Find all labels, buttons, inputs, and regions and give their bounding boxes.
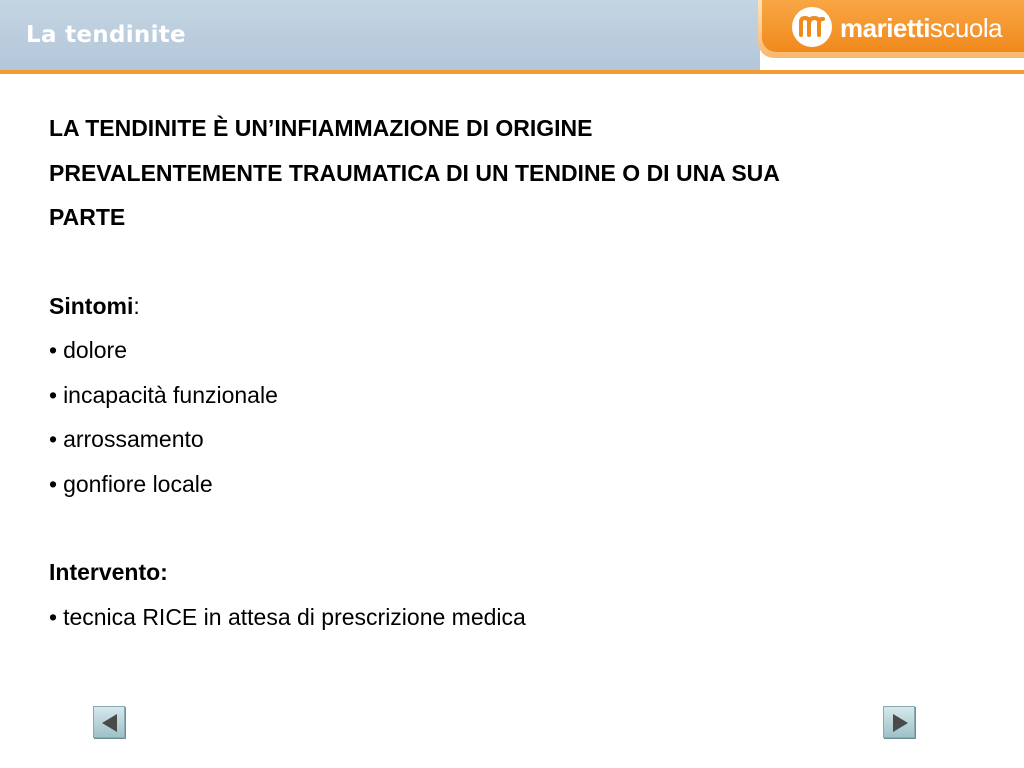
bullet-icon: • [49, 337, 58, 363]
logo-tab [758, 0, 1024, 58]
triangle-left-icon [94, 707, 126, 739]
list-item [49, 462, 989, 507]
previous-slide-button[interactable] [93, 706, 125, 738]
intervention-heading-label: Intervento: [49, 559, 168, 585]
intro-definition [49, 106, 989, 240]
list-item-text: arrossamento [63, 426, 204, 452]
intro-line: LA TENDINITE È UN’INFIAMMAZIONE DI ORIGINE [49, 115, 593, 141]
slide-content [49, 106, 989, 639]
intervention-section [49, 550, 989, 639]
list-item-text: incapacità funzionale [63, 381, 278, 408]
next-slide-button[interactable] [883, 706, 915, 738]
logo-text-light: scuola [929, 13, 1003, 43]
logo-text-bold: marietti [840, 13, 930, 43]
list-item [49, 373, 989, 418]
logo-tab-inner [762, 0, 1024, 52]
slide-title: La tendinite [26, 22, 186, 48]
bullet-icon: • [49, 426, 58, 452]
symptoms-heading-colon: : [133, 292, 140, 319]
symptoms-section [49, 284, 989, 507]
slide-header [0, 0, 1024, 74]
list-item [49, 417, 989, 462]
header-divider [0, 70, 1024, 74]
bullet-icon: • [49, 603, 58, 630]
intro-line: PARTE [49, 204, 126, 230]
list-item [49, 328, 989, 373]
intro-line: PREVALENTEMENTE TRAUMATICA DI UN TENDINE O DI UNA SUA [49, 159, 780, 186]
symptoms-heading-label: Sintomi [49, 292, 134, 319]
list-item-text: tecnica RICE in attesa di prescrizione medica [63, 603, 526, 630]
symptoms-heading [49, 284, 989, 329]
intervention-heading [49, 550, 989, 595]
marietti-logo-icon [792, 7, 832, 47]
title-bar [0, 0, 760, 72]
list-item-text: gonfiore locale [63, 470, 213, 497]
bullet-icon: • [49, 381, 58, 408]
logo-text [840, 13, 1002, 44]
bullet-icon: • [49, 470, 58, 497]
list-item [49, 595, 989, 640]
list-item-text: dolore [63, 337, 127, 363]
triangle-right-icon [884, 707, 916, 739]
